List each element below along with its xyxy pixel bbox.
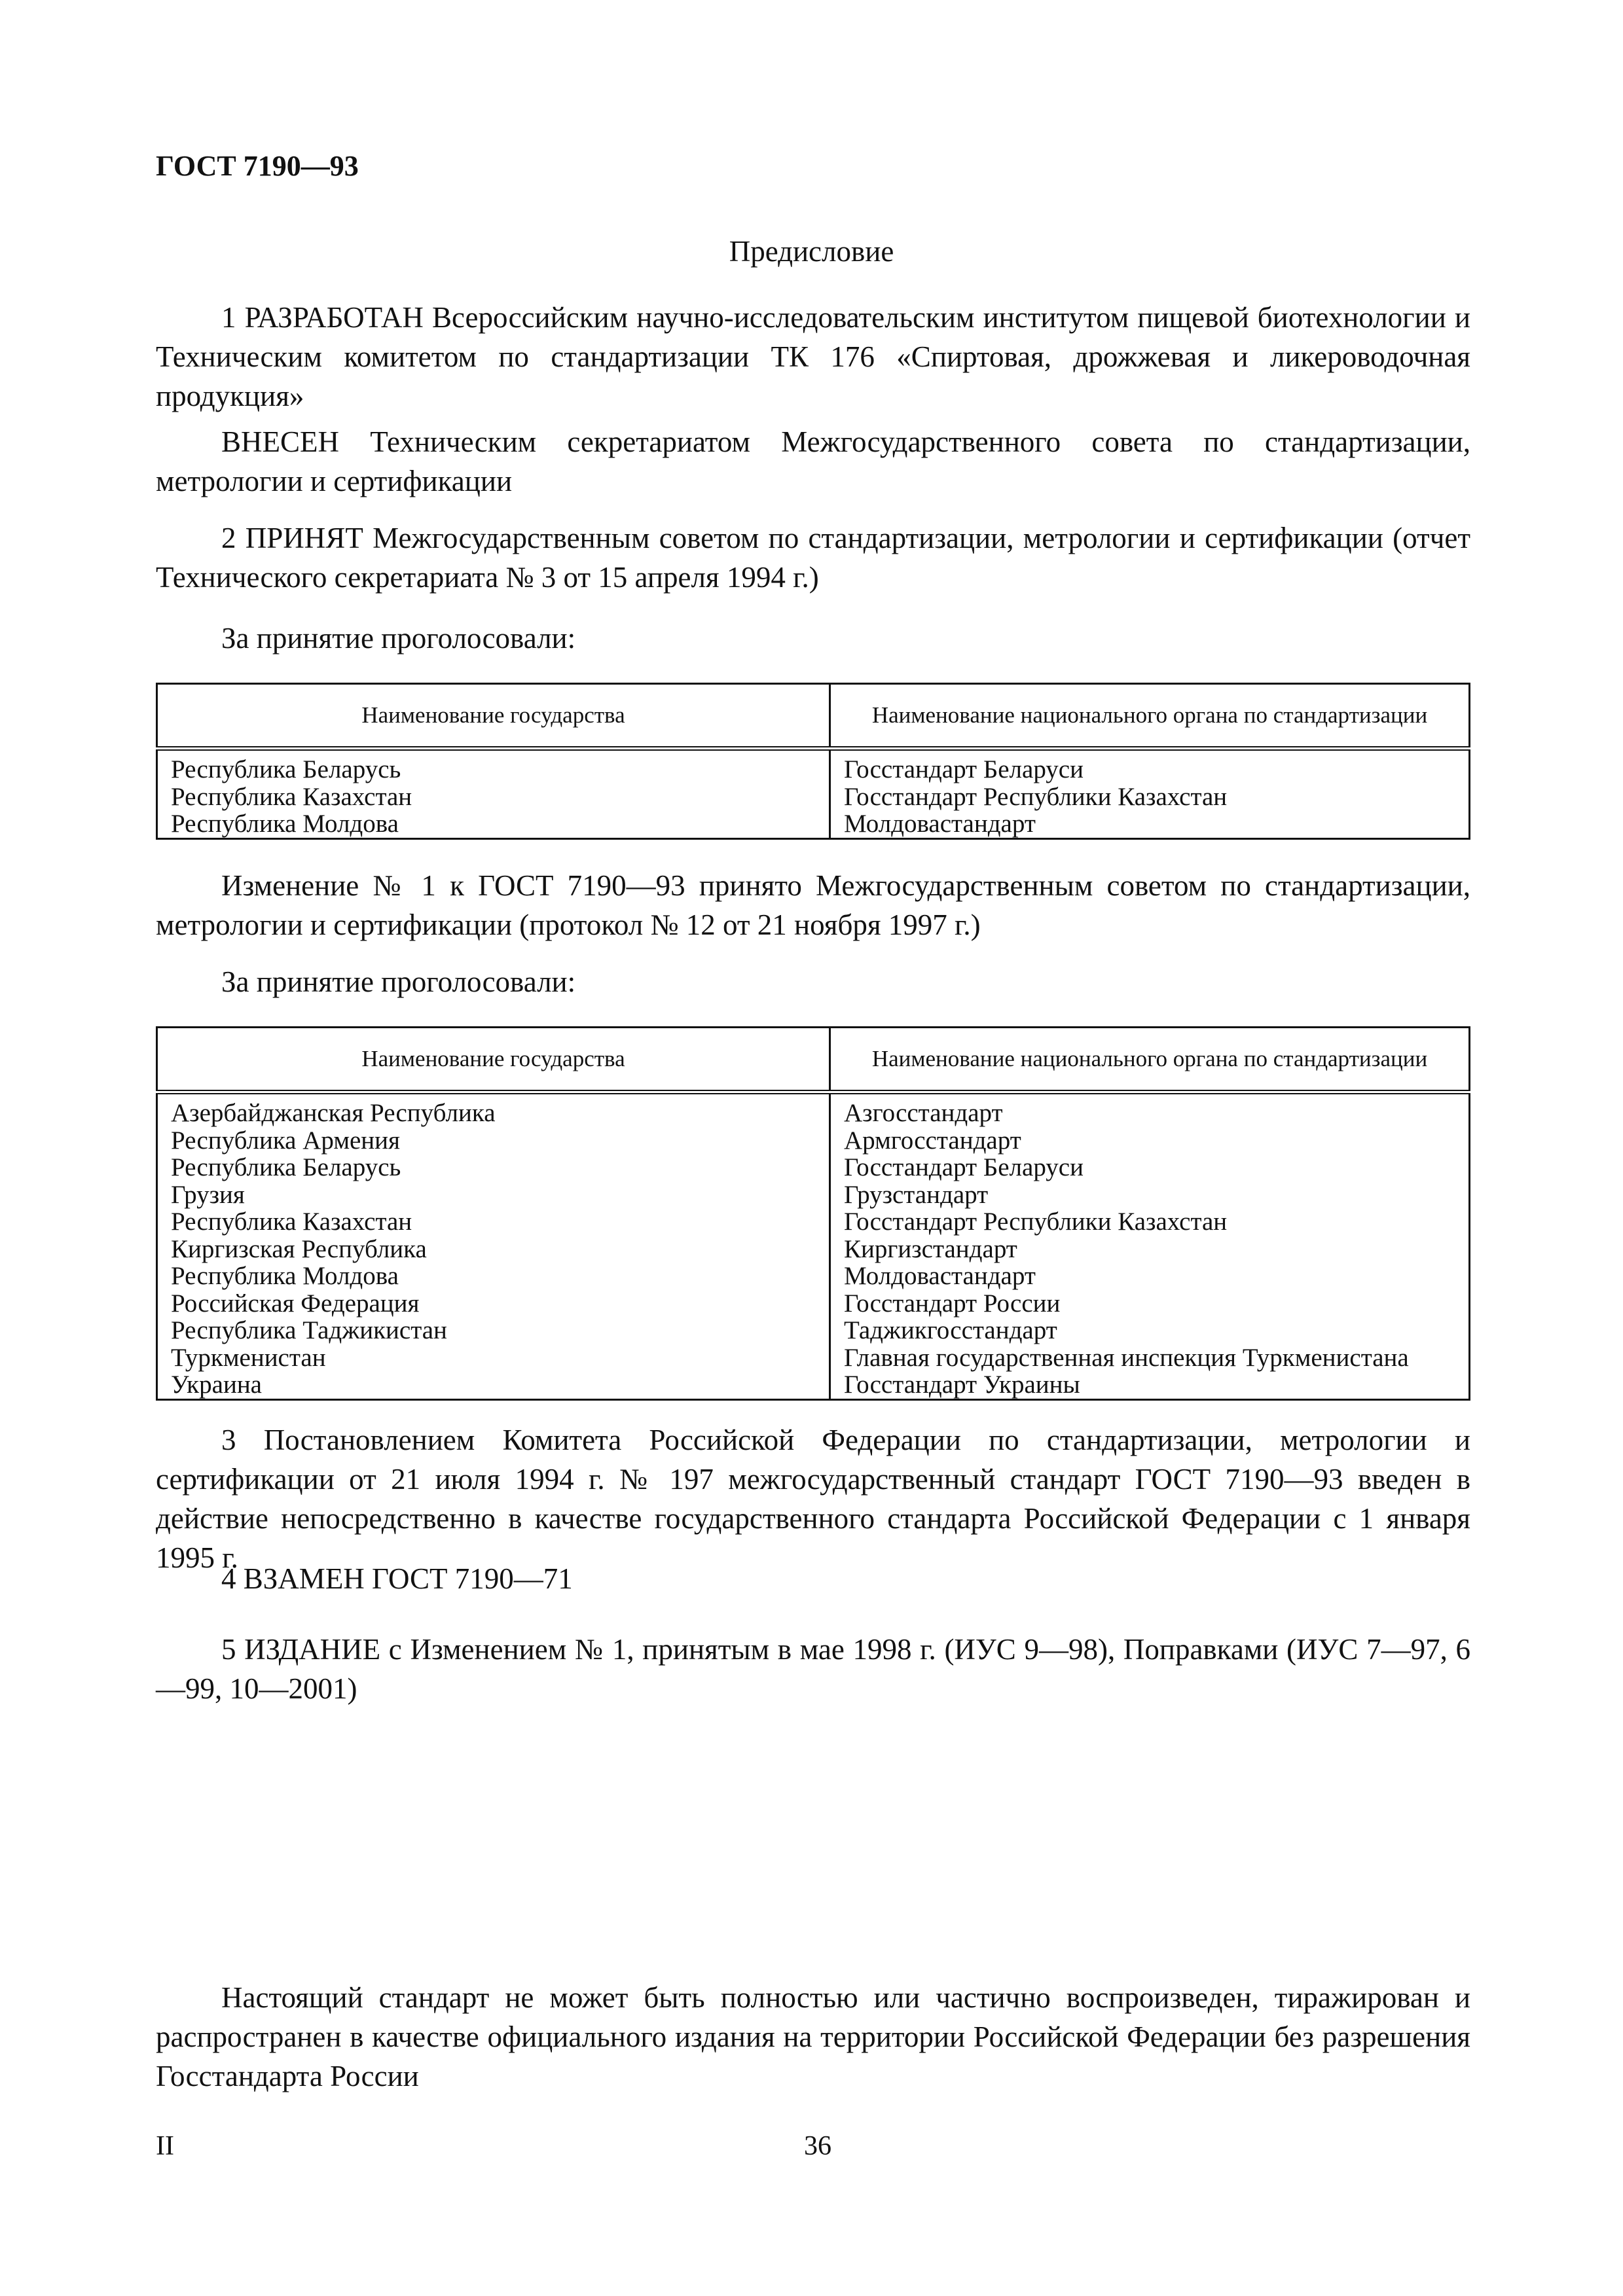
body-cell: Госстандарт России	[830, 1290, 1470, 1318]
body-cell: Азгосстандарт	[830, 1092, 1470, 1127]
state-cell: Республика Казахстан	[157, 783, 830, 811]
state-cell: Республика Таджикистан	[157, 1317, 830, 1344]
body-cell: Молдовастандарт	[830, 1263, 1470, 1290]
table-row	[157, 783, 1470, 811]
state-cell: Российская Федерация	[157, 1290, 830, 1318]
table-header-row	[157, 684, 1470, 749]
page-number: 36	[804, 2131, 831, 2161]
body-cell: Таджикгосстандарт	[830, 1317, 1470, 1344]
table-header-row	[157, 1028, 1470, 1092]
state-cell: Республика Молдова	[157, 810, 830, 838]
body-cell: Госстандарт Беларуси	[830, 1154, 1470, 1181]
table-row	[157, 1208, 1470, 1236]
voting-table-1	[156, 683, 1470, 840]
table-row	[157, 1092, 1470, 1127]
section-title: Предисловие	[729, 235, 894, 268]
state-cell: Украина	[157, 1371, 830, 1399]
body-cell: Грузстандарт	[830, 1181, 1470, 1209]
paragraph-adopted: 2 ПРИНЯТ Межгосударственным советом по стандартизации, метрологии и сертификации (отчет Технического секретариата № 3 от 15 апреля 1994 г.)	[156, 522, 1470, 594]
column-header-body: Наименование национального органа по стандартизации	[830, 1028, 1470, 1092]
table-row	[157, 1236, 1470, 1263]
table-row	[157, 1344, 1470, 1372]
body-cell: Госстандарт Украины	[830, 1371, 1470, 1399]
table-row	[157, 1371, 1470, 1399]
table-row	[157, 1290, 1470, 1318]
body-cell: Главная государственная инспекция Туркменистана	[830, 1344, 1470, 1372]
paragraph-replaces: 4 ВЗАМЕН ГОСТ 7190—71	[221, 1562, 573, 1595]
column-header-state: Наименование государства	[157, 1028, 830, 1092]
state-cell: Азербайджанская Республика	[157, 1092, 830, 1127]
paragraph-enactment: 3 Постановлением Комитета Российской Федерации по стандартизации, метрологии и сертификации от 21 июля 1994 г. № 197 межгосударственный стандарт ГОСТ 7190—93 введен в действие непосредственно в качестве государственного стандарта Российской Федерации с 1 января 1995 г.	[156, 1424, 1470, 1574]
table-row	[157, 749, 1470, 783]
voted-label-1: За принятие проголосовали:	[221, 622, 576, 655]
copyright-notice: Настоящий стандарт не может быть полностью или частично воспроизведен, тиражирован и распространен в качестве официального издания на территории Российской Федерации без разрешения Госстандарта России	[156, 1981, 1470, 2092]
body-cell: Молдовастандарт	[830, 810, 1470, 838]
roman-page-marker: II	[156, 2131, 174, 2161]
voting-table-2	[156, 1026, 1470, 1401]
paragraph-amendment: Изменение № 1 к ГОСТ 7190—93 принято Межгосударственным советом по стандартизации, метрологии и сертификации (протокол № 12 от 21 ноября 1997 г.)	[156, 869, 1470, 941]
column-header-body: Наименование национального органа по стандартизации	[830, 684, 1470, 749]
table-row	[157, 1181, 1470, 1209]
state-cell: Республика Беларусь	[157, 749, 830, 783]
standard-code-header: ГОСТ 7190—93	[156, 150, 359, 182]
body-cell: Госстандарт Республики Казахстан	[830, 1208, 1470, 1236]
state-cell: Республика Армения	[157, 1127, 830, 1155]
state-cell: Туркменистан	[157, 1344, 830, 1372]
state-cell: Грузия	[157, 1181, 830, 1209]
table-row	[157, 810, 1470, 838]
table-row	[157, 1154, 1470, 1181]
column-header-state: Наименование государства	[157, 684, 830, 749]
table-row	[157, 1263, 1470, 1290]
paragraph-developed-by: 1 РАЗРАБОТАН Всероссийским научно-исследовательским институтом пищевой биотехнологии и Техническим комитетом по стандартизации ТК 176 «Спиртовая, дрожжевая и ликероводочная продукция»	[156, 301, 1470, 412]
table-row	[157, 1317, 1470, 1344]
state-cell: Республика Молдова	[157, 1263, 830, 1290]
table-row	[157, 1127, 1470, 1155]
voted-label-2: За принятие проголосовали:	[221, 965, 576, 998]
paragraph-edition: 5 ИЗДАНИЕ с Изменением № 1, принятым в мае 1998 г. (ИУС 9—98), Поправками (ИУС 7—97, 6—99, 10—2001)	[156, 1633, 1470, 1705]
state-cell: Республика Беларусь	[157, 1154, 830, 1181]
body-cell: Армгосстандарт	[830, 1127, 1470, 1155]
state-cell: Киргизская Республика	[157, 1236, 830, 1263]
state-cell: Республика Казахстан	[157, 1208, 830, 1236]
paragraph-introduced-by: ВНЕСЕН Техническим секретариатом Межгосударственного совета по стандартизации, метрологии и сертификации	[156, 425, 1470, 497]
body-cell: Киргизстандарт	[830, 1236, 1470, 1263]
body-cell: Госстандарт Республики Казахстан	[830, 783, 1470, 811]
body-cell: Госстандарт Беларуси	[830, 749, 1470, 783]
